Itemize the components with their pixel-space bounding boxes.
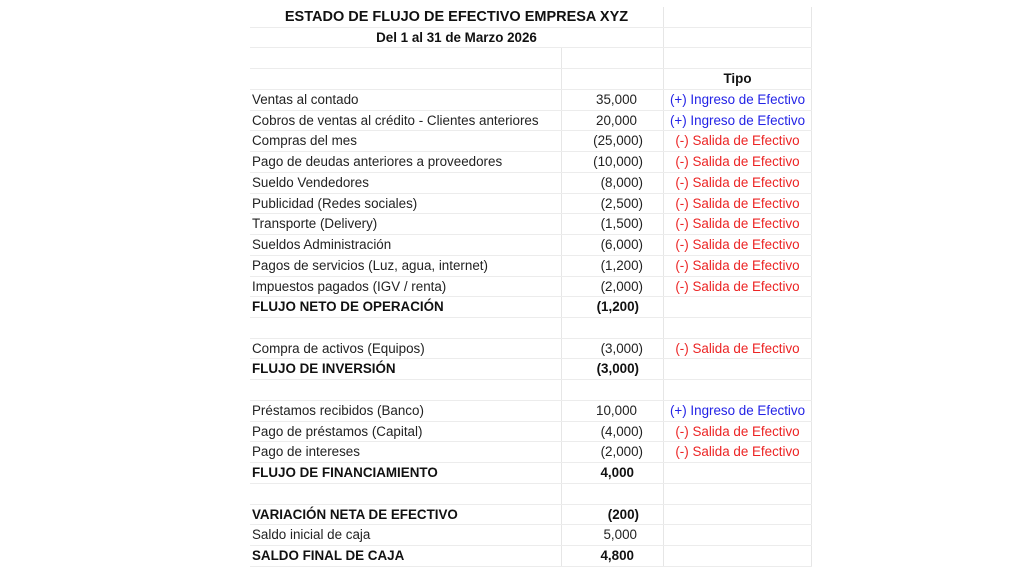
concept-cell[interactable]: VARIACIÓN NETA DE EFECTIVO xyxy=(252,506,458,522)
table-row xyxy=(250,194,812,215)
concept-cell[interactable]: Pagos de servicios (Luz, agua, internet) xyxy=(252,257,488,273)
concept-cell[interactable]: Préstamos recibidos (Banco) xyxy=(252,402,424,418)
table-row xyxy=(250,131,812,152)
concept-cell[interactable]: Compra de activos (Equipos) xyxy=(252,340,425,356)
tipo-cell[interactable] xyxy=(663,297,812,317)
concept-cell[interactable] xyxy=(250,484,561,504)
amount-cell[interactable]: 35,000 xyxy=(561,90,663,110)
amount-cell[interactable]: (6,000) xyxy=(561,235,663,255)
amount-cell[interactable]: (10,000) xyxy=(561,152,663,172)
tipo-cell[interactable]: (-) Salida de Efectivo xyxy=(663,256,812,276)
concept-cell[interactable] xyxy=(250,380,561,400)
concept-cell[interactable]: Compras del mes xyxy=(252,133,357,149)
table-row xyxy=(250,339,812,360)
concept-cell[interactable]: Pago de deudas anteriores a proveedores xyxy=(252,154,503,170)
total-row xyxy=(250,297,812,318)
concept-cell[interactable]: FLUJO DE FINANCIAMIENTO xyxy=(252,465,438,481)
concept-cell[interactable]: Sueldos Administración xyxy=(252,237,392,253)
tipo-cell[interactable] xyxy=(663,380,812,400)
tipo-cell[interactable]: (-) Salida de Efectivo xyxy=(663,152,812,172)
amount-cell[interactable]: 10,000 xyxy=(561,401,663,421)
data-rows xyxy=(250,90,812,567)
tipo-cell[interactable] xyxy=(663,505,812,525)
concept-cell[interactable]: Cobros de ventas al crédito - Clientes anteriores xyxy=(252,112,539,128)
amount-cell[interactable]: (200) xyxy=(561,505,663,525)
tipo-cell[interactable]: (+) Ingreso de Efectivo xyxy=(663,90,812,110)
tipo-cell[interactable]: (-) Salida de Efectivo xyxy=(663,173,812,193)
concept-cell[interactable]: Publicidad (Redes sociales) xyxy=(252,195,418,211)
total-row xyxy=(250,505,812,526)
amount-cell[interactable]: (25,000) xyxy=(561,131,663,151)
concept-cell[interactable]: Sueldo Vendedores xyxy=(252,174,369,190)
amount-cell[interactable]: (2,000) xyxy=(561,277,663,297)
total-row xyxy=(250,463,812,484)
amount-cell[interactable]: 5,000 xyxy=(561,525,663,545)
tipo-cell[interactable]: (-) Salida de Efectivo xyxy=(663,422,812,442)
concept-cell[interactable]: FLUJO DE INVERSIÓN xyxy=(252,361,396,377)
amount-cell[interactable] xyxy=(561,380,663,400)
amount-cell[interactable]: 4,800 xyxy=(561,546,663,566)
concept-cell[interactable]: Saldo inicial de caja xyxy=(252,527,371,543)
table-row xyxy=(250,152,812,173)
amount-cell[interactable]: 20,000 xyxy=(561,111,663,131)
table-row xyxy=(250,442,812,463)
table-row xyxy=(250,277,812,298)
concept-cell[interactable] xyxy=(250,318,561,338)
empty-cell[interactable] xyxy=(663,28,812,48)
blank-row xyxy=(250,380,812,401)
tipo-cell[interactable]: (-) Salida de Efectivo xyxy=(663,339,812,359)
tipo-cell[interactable]: (-) Salida de Efectivo xyxy=(663,277,812,297)
amount-cell[interactable]: (4,000) xyxy=(561,422,663,442)
amount-cell[interactable]: (3,000) xyxy=(561,339,663,359)
tipo-cell[interactable]: (-) Salida de Efectivo xyxy=(663,442,812,462)
subtitle-row xyxy=(250,28,812,49)
tipo-cell[interactable]: (-) Salida de Efectivo xyxy=(663,235,812,255)
empty-cell[interactable] xyxy=(561,48,663,68)
amount-cell[interactable]: (1,200) xyxy=(561,256,663,276)
cash-flow-sheet xyxy=(250,7,812,567)
tipo-cell[interactable]: (-) Salida de Efectivo xyxy=(663,131,812,151)
tipo-cell[interactable] xyxy=(663,318,812,338)
table-row xyxy=(250,214,812,235)
tipo-cell[interactable] xyxy=(663,484,812,504)
amount-cell[interactable]: (2,000) xyxy=(561,442,663,462)
amount-cell[interactable] xyxy=(561,318,663,338)
total-row xyxy=(250,359,812,380)
report-title[interactable]: ESTADO DE FLUJO DE EFECTIVO EMPRESA XYZ xyxy=(284,9,629,25)
amount-cell[interactable]: (1,500) xyxy=(561,214,663,234)
amount-cell[interactable]: (1,200) xyxy=(561,297,663,317)
tipo-cell[interactable]: (-) Salida de Efectivo xyxy=(663,214,812,234)
blank-row xyxy=(250,484,812,505)
tipo-cell[interactable]: (-) Salida de Efectivo xyxy=(663,194,812,214)
report-period[interactable]: Del 1 al 31 de Marzo 2026 xyxy=(376,29,537,45)
tipo-cell[interactable] xyxy=(663,359,812,379)
concept-cell[interactable]: Pago de préstamos (Capital) xyxy=(252,423,423,439)
amount-cell[interactable]: (2,500) xyxy=(561,194,663,214)
amount-cell[interactable]: (8,000) xyxy=(561,173,663,193)
table-row xyxy=(250,90,812,111)
table-row xyxy=(250,525,812,546)
total-row xyxy=(250,546,812,567)
empty-cell[interactable] xyxy=(561,69,663,89)
amount-cell[interactable]: 4,000 xyxy=(561,463,663,483)
concept-cell[interactable]: Transporte (Delivery) xyxy=(252,216,378,232)
empty-cell[interactable] xyxy=(250,48,561,68)
concept-cell[interactable]: Pago de intereses xyxy=(252,444,360,460)
empty-cell[interactable] xyxy=(663,48,812,68)
table-row xyxy=(250,235,812,256)
header-row xyxy=(250,69,812,90)
blank-row xyxy=(250,48,812,69)
concept-cell[interactable]: Ventas al contado xyxy=(252,91,359,107)
title-row xyxy=(250,7,812,28)
tipo-cell[interactable] xyxy=(663,463,812,483)
empty-cell[interactable] xyxy=(663,7,812,27)
empty-cell[interactable] xyxy=(250,69,561,89)
amount-cell[interactable] xyxy=(561,484,663,504)
concept-cell[interactable]: Impuestos pagados (IGV / renta) xyxy=(252,278,447,294)
tipo-cell[interactable]: (+) Ingreso de Efectivo xyxy=(663,111,812,131)
table-row xyxy=(250,256,812,277)
concept-cell[interactable]: SALDO FINAL DE CAJA xyxy=(252,548,405,564)
amount-cell[interactable]: (3,000) xyxy=(561,359,663,379)
table-row xyxy=(250,422,812,443)
table-row xyxy=(250,173,812,194)
concept-cell[interactable]: FLUJO NETO DE OPERACIÓN xyxy=(252,299,444,315)
tipo-cell[interactable] xyxy=(663,525,812,545)
table-row xyxy=(250,401,812,422)
table-row xyxy=(250,111,812,132)
tipo-column-header[interactable]: Tipo xyxy=(663,69,812,89)
blank-row xyxy=(250,318,812,339)
tipo-cell[interactable]: (+) Ingreso de Efectivo xyxy=(663,401,812,421)
tipo-cell[interactable] xyxy=(663,546,812,566)
